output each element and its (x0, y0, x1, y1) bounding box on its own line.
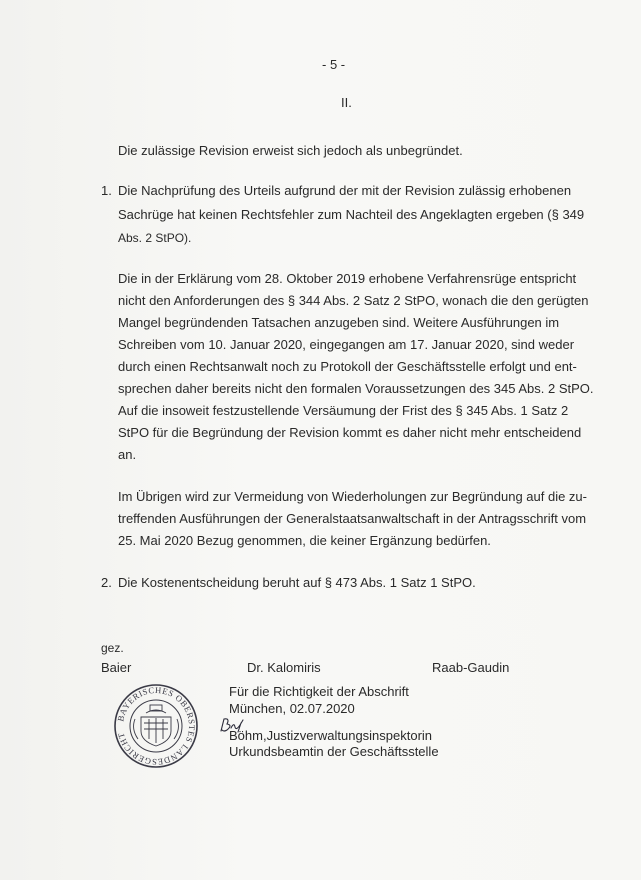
item-1-line: Die Nachprüfung des Urteils aufgrund der mit der Revision zulässig erhobenen (118, 183, 572, 198)
item-1-line: Sachrüge hat keinen Rechtsfehler zum Nachteil des Angeklagten ergeben (§ 349 (118, 207, 585, 222)
paragraph-2-line: StPO für die Begründung der Revision kommt es daher nicht mehr entscheidend (118, 425, 582, 440)
intro-paragraph: Die zulässige Revision erweist sich jedoch als unbegründet. (118, 143, 463, 158)
paragraph-3-line: treffenden Ausführungen der Generalstaatsanwaltschaft in der Antragsschrift vom (118, 511, 587, 526)
seal-text: BAYERISCHES OBERSTES LANDESGERICHT (115, 684, 198, 768)
paragraph-2-line: sprechen daher bereits nicht den formalen Voraussetzungen des 345 Abs. 2 StPO. (118, 381, 594, 396)
paragraph-2-line: durch einen Rechtsanwalt noch zu Protokoll der Geschäftsstelle erfolgt und ent- (118, 359, 577, 374)
section-heading: II. (341, 95, 352, 110)
certification-line: Urkundsbeamtin der Geschäftsstelle (229, 744, 439, 759)
court-seal-icon (113, 683, 199, 769)
certification-line: München, 02.07.2020 (229, 701, 355, 716)
item-2-number: 2. (101, 575, 112, 590)
certification-line: Böhm,Justizverwaltungsinspektorin (229, 728, 433, 743)
certification-line: Für die Richtigkeit der Abschrift (229, 684, 409, 699)
paragraph-2-line: Schreiben vom 10. Januar 2020, eingegangen am 17. Januar 2020, sind weder (118, 337, 575, 352)
item-1-number: 1. (101, 183, 112, 198)
page-number: - 5 - (322, 57, 346, 72)
judge-name: Baier (101, 660, 132, 675)
paragraph-2-line: Auf die insoweit festzustellende Versäumung der Frist des § 345 Abs. 1 Satz 2 (118, 403, 569, 418)
judge-name: Dr. Kalomiris (247, 660, 321, 675)
paragraph-2-line: nicht den Anforderungen des § 344 Abs. 2 Satz 2 StPO, wonach die den gerügten (118, 293, 589, 308)
paragraph-2-line: Mangel begründenden Tatsachen anzugeben sind. Weitere Ausführungen im (118, 315, 560, 330)
gez-label: gez. (101, 641, 124, 655)
judge-name: Raab-Gaudin (432, 660, 510, 675)
paragraph-3-line: 25. Mai 2020 Bezug genommen, die keiner Ergänzung bedürfen. (118, 533, 491, 548)
item-1-line: Abs. 2 StPO). (118, 231, 192, 245)
item-2-text: Die Kostenentscheidung beruht auf § 473 Abs. 1 Satz 1 StPO. (118, 575, 476, 590)
paragraph-3-line: Im Übrigen wird zur Vermeidung von Wiederholungen zur Begründung auf die zu- (118, 489, 587, 504)
paragraph-2-line: Die in der Erklärung vom 28. Oktober 2019 erhobene Verfahrensrüge entspricht (118, 271, 577, 286)
paragraph-2-line: an. (118, 447, 137, 462)
